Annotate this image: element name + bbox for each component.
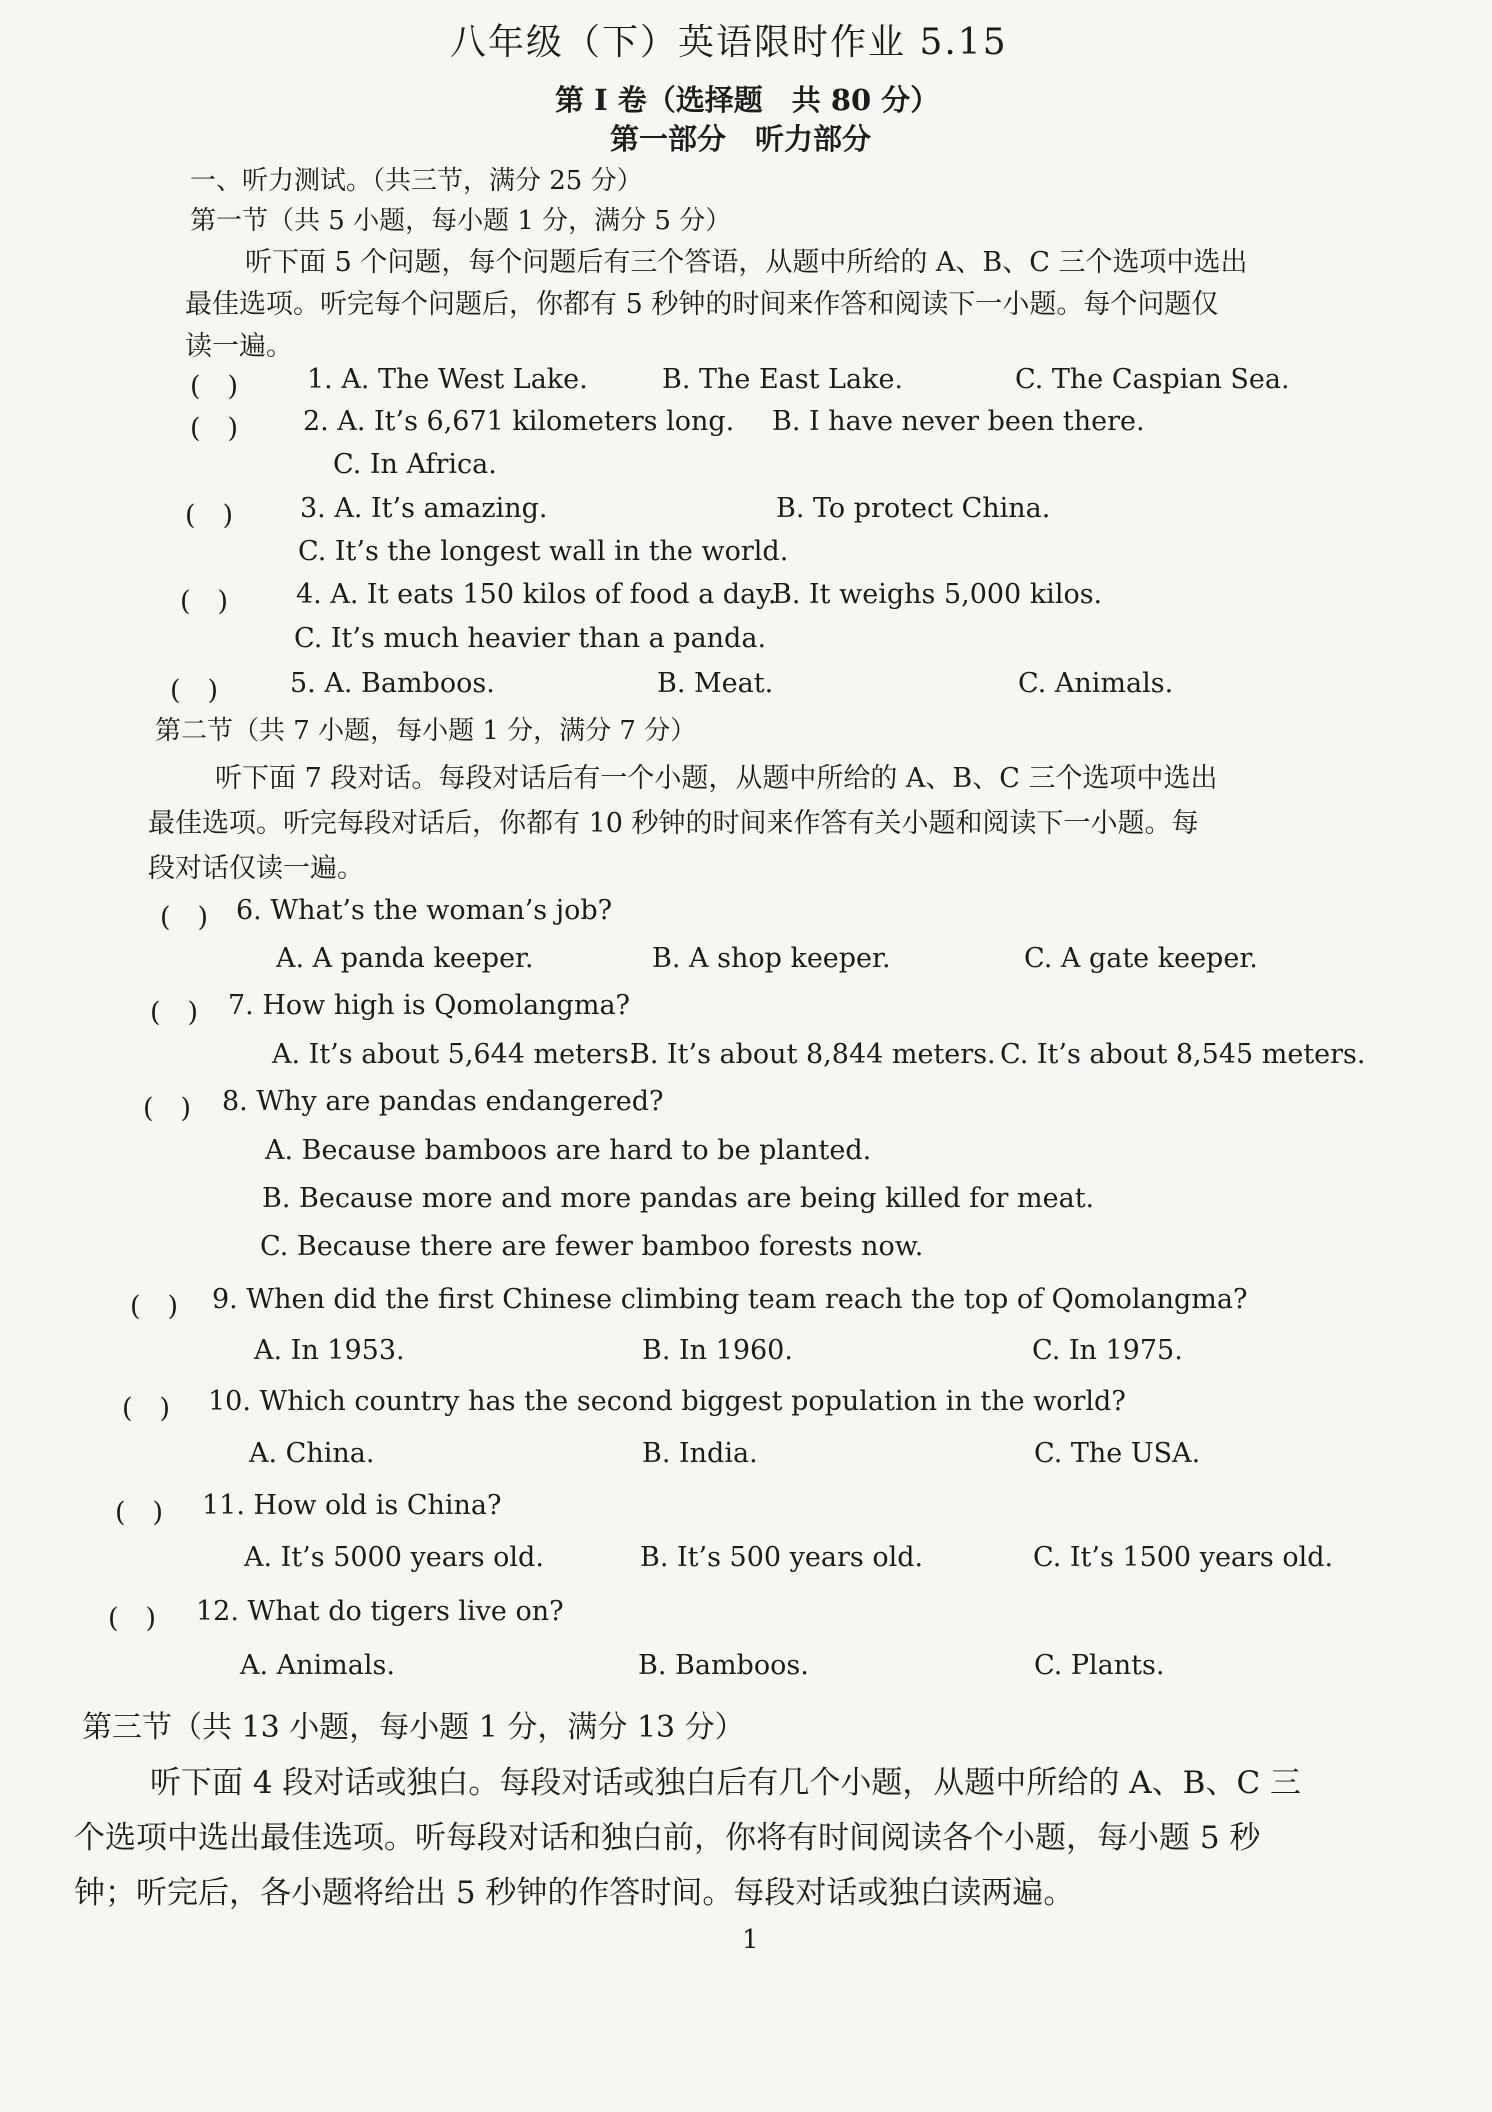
page-number: 1 [742, 1925, 759, 1955]
answer-blank[interactable]: ( ) [180, 586, 229, 617]
option-c: C. It’s the longest wall in the world. [298, 536, 789, 567]
section1-heading: 第一节（共 5 小题，每小题 1 分，满分 5 分） [190, 206, 732, 236]
section1-instruction-line: 听下面 5 个问题，每个问题后有三个答语，从题中所给的 A、B、C 三个选项中选出 [245, 247, 1248, 278]
answer-blank[interactable]: ( ) [143, 1093, 192, 1124]
answer-blank[interactable]: ( ) [190, 413, 239, 444]
question-stem: 11. How old is China? [202, 1490, 502, 1521]
answer-blank[interactable]: ( ) [122, 1393, 171, 1424]
question-stem: 10. Which country has the second biggest population in the world? [208, 1386, 1126, 1417]
option-a: A. Animals. [240, 1650, 395, 1681]
option-a: A. It’s about 5,644 meters. [272, 1039, 638, 1070]
option-b: B. To protect China. [776, 493, 1051, 524]
answer-blank[interactable]: ( ) [185, 500, 234, 531]
section2-heading: 第二节（共 7 小题，每小题 1 分，满分 7 分） [155, 716, 697, 746]
option-c: C. It’s about 8,545 meters. [1000, 1039, 1366, 1070]
question-stem: 9. When did the first Chinese climbing team reach the top of Qomolangma? [212, 1284, 1248, 1315]
option-b: B. It’s 500 years old. [640, 1542, 924, 1573]
option-b: B. I have never been there. [772, 406, 1145, 437]
question-stem: 8. Why are pandas endangered? [222, 1086, 664, 1117]
option-a: 4. A. It eats 150 kilos of food a day. [296, 579, 777, 610]
volume-heading: 第 I 卷（选择题 共 80 分） [555, 83, 940, 117]
answer-blank[interactable]: ( ) [170, 675, 219, 706]
option-c: C. In 1975. [1032, 1335, 1183, 1366]
option-b: B. It’s about 8,844 meters. [630, 1039, 996, 1070]
option-a: A. In 1953. [254, 1335, 405, 1366]
option-b: B. Bamboos. [638, 1650, 809, 1681]
option-c: C. The Caspian Sea. [1015, 364, 1290, 395]
option-a: 5. A. Bamboos. [290, 668, 495, 699]
option-a: A. China. [249, 1438, 375, 1469]
option-c: C. Plants. [1034, 1650, 1165, 1681]
answer-blank[interactable]: ( ) [115, 1497, 164, 1528]
section2-instruction-line: 段对话仅读一遍。 [148, 853, 364, 884]
question-stem: 6. What’s the woman’s job? [236, 895, 613, 926]
option-a: A. It’s 5000 years old. [244, 1542, 544, 1573]
option-a: A. A panda keeper. [276, 943, 534, 974]
section1-instruction-line: 最佳选项。听完每个问题后，你都有 5 秒钟的时间来作答和阅读下一小题。每个问题仅 [185, 289, 1219, 320]
listening-heading: 一、听力测试。（共三节，满分 25 分） [190, 166, 643, 196]
option-b: B. Because more and more pandas are being killed for meat. [262, 1183, 1095, 1214]
section3-instruction-line: 钟；听完后，各小题将给出 5 秒钟的作答时间。每段对话或独白读两遍。 [74, 1875, 1075, 1911]
question-stem: 12. What do tigers live on? [196, 1596, 564, 1627]
option-b: B. Meat. [657, 668, 774, 699]
option-a: 3. A. It’s amazing. [300, 493, 548, 524]
option-c: C. Because there are fewer bamboo forests now. [260, 1231, 924, 1262]
section3-instruction-line: 听下面 4 段对话或独白。每段对话或独白后有几个小题，从题中所给的 A、B、C 三 [150, 1765, 1302, 1801]
answer-blank[interactable]: ( ) [150, 997, 199, 1028]
option-a: 2. A. It’s 6,671 kilometers long. [303, 406, 735, 437]
section1-instruction-line: 读一遍。 [185, 331, 293, 362]
answer-blank[interactable]: ( ) [108, 1603, 157, 1634]
section2-instruction-line: 听下面 7 段对话。每段对话后有一个小题，从题中所给的 A、B、C 三个选项中选出 [215, 763, 1218, 794]
option-b: B. In 1960. [642, 1335, 793, 1366]
option-c: C. It’s much heavier than a panda. [294, 623, 767, 654]
answer-blank[interactable]: ( ) [160, 902, 209, 933]
option-c: C. A gate keeper. [1024, 943, 1258, 974]
section3-heading: 第三节（共 13 小题，每小题 1 分，满分 13 分） [82, 1710, 745, 1745]
option-c: C. The USA. [1034, 1438, 1201, 1469]
section2-instruction-line: 最佳选项。听完每段对话后，你都有 10 秒钟的时间来作答有关小题和阅读下一小题。每 [148, 808, 1199, 839]
answer-blank[interactable]: ( ) [130, 1291, 179, 1322]
option-b: B. India. [642, 1438, 758, 1469]
question-stem: 7. How high is Qomolangma? [228, 990, 631, 1021]
section3-instruction-line: 个选项中选出最佳选项。听每段对话和独白前，你将有时间阅读各个小题，每小题 5 秒 [74, 1820, 1261, 1856]
option-a: 1. A. The West Lake. [307, 364, 588, 395]
answer-blank[interactable]: ( ) [190, 371, 239, 402]
option-c: C. It’s 1500 years old. [1033, 1542, 1334, 1573]
option-a: A. Because bamboos are hard to be planted. [265, 1135, 872, 1166]
part-heading: 第一部分 听力部分 [610, 122, 872, 156]
option-b: B. The East Lake. [662, 364, 904, 395]
option-c: C. In Africa. [333, 449, 497, 480]
page-title: 八年级（下）英语限时作业 5.15 [450, 22, 1008, 63]
option-b: B. A shop keeper. [652, 943, 891, 974]
option-b: B. It weighs 5,000 kilos. [772, 579, 1103, 610]
option-c: C. Animals. [1018, 668, 1174, 699]
